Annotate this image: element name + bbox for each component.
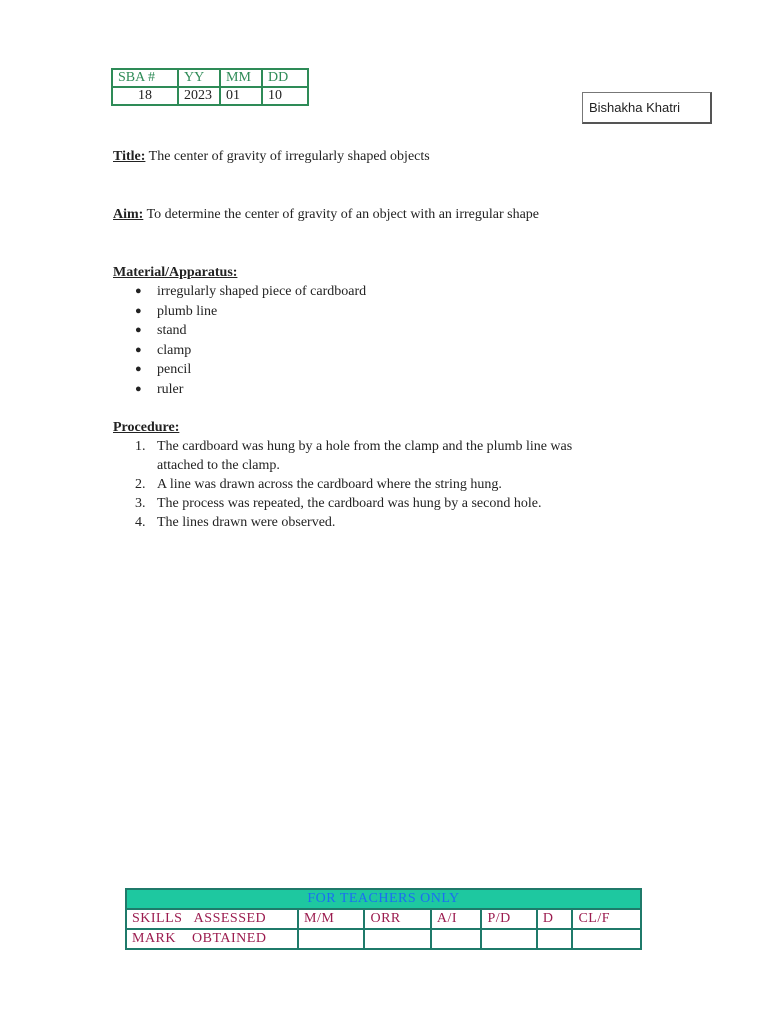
sba-value-cell: 18 — [112, 87, 178, 105]
list-item — [113, 513, 673, 532]
mark-cell[interactable] — [537, 929, 573, 949]
title-label: Title: — [113, 149, 146, 164]
materials-label: Material/Apparatus: — [113, 265, 238, 280]
skills-assessed-label: SKILLS ASSESSED — [126, 909, 298, 929]
title-text: The center of gravity of irregularly shaped objects — [145, 149, 430, 164]
mark-cell[interactable] — [431, 929, 482, 949]
list-item — [113, 321, 366, 341]
list-item — [113, 494, 673, 513]
aim-line — [113, 205, 539, 224]
materials-heading — [113, 263, 237, 282]
list-item — [113, 360, 366, 380]
step-number: 3. — [135, 496, 146, 511]
step-text-line: attached to the clamp. — [157, 458, 280, 473]
step-text-line: A line was drawn across the cardboard where the string hung. — [157, 477, 502, 492]
mark-cell[interactable] — [364, 929, 430, 949]
material-item: irregularly shaped piece of cardboard — [157, 284, 367, 299]
sba-header-cell: MM — [220, 69, 262, 87]
step-text-line: The lines drawn were observed. — [157, 515, 336, 530]
skill-header-cell: ORR — [364, 909, 430, 929]
step-number: 4. — [135, 515, 146, 530]
title-line — [113, 147, 430, 166]
aim-text: To determine the center of gravity of an object with an irregular shape — [143, 207, 539, 222]
step-number: 2. — [135, 477, 146, 492]
procedure-label: Procedure: — [113, 420, 180, 435]
list-item — [113, 341, 366, 361]
step-text-line: The process was repeated, the cardboard was hung by a second hole. — [157, 496, 542, 511]
material-item: ruler — [157, 381, 184, 397]
skill-header-cell: P/D — [481, 909, 536, 929]
skill-header-cell: A/I — [431, 909, 482, 929]
material-item: pencil — [157, 362, 192, 377]
sba-header-cell: DD — [262, 69, 308, 87]
sba-header-row — [112, 69, 308, 87]
skill-header-cell: M/M — [298, 909, 364, 929]
sba-table — [111, 68, 309, 106]
sba-value-cell: 10 — [262, 87, 308, 105]
material-item: stand — [157, 323, 187, 338]
sba-value-cell: 01 — [220, 87, 262, 105]
aim-label: Aim: — [113, 207, 144, 222]
list-item — [113, 475, 673, 494]
teachers-banner-row — [126, 889, 641, 909]
procedure-list — [113, 437, 673, 532]
step-number: 1. — [135, 439, 146, 454]
sba-header-cell: YY — [178, 69, 220, 87]
bullet-icon: ● — [135, 324, 142, 336]
mark-cell[interactable] — [481, 929, 536, 949]
mark-cell[interactable] — [572, 929, 641, 949]
list-item — [113, 437, 673, 475]
sba-header-cell: SBA # — [112, 69, 178, 87]
mark-obtained-label: MARK OBTAINED — [126, 929, 298, 949]
material-item: plumb line — [157, 303, 218, 319]
skill-header-cell: CL/F — [572, 909, 641, 929]
student-name-box: Bishakha Khatri — [582, 92, 712, 124]
list-item — [113, 380, 366, 400]
list-item — [113, 302, 366, 322]
mark-cell[interactable] — [298, 929, 364, 949]
bullet-icon: ● — [135, 304, 142, 317]
bullet-icon: ● — [135, 363, 142, 375]
step-text-line: The cardboard was hung by a hole from the clamp and the plumb line was — [157, 439, 573, 454]
skills-row — [126, 909, 641, 929]
sba-value-cell: 2023 — [178, 87, 220, 105]
skill-header-cell: D — [537, 909, 573, 929]
bullet-icon: ● — [135, 285, 142, 297]
procedure-heading — [113, 418, 179, 437]
materials-list — [113, 282, 366, 399]
bullet-icon: ● — [135, 382, 142, 395]
marks-row — [126, 929, 641, 949]
sba-value-row — [112, 87, 308, 105]
teachers-assessment-table — [125, 888, 642, 950]
bullet-icon: ● — [135, 343, 142, 356]
teachers-banner: FOR TEACHERS ONLY — [126, 889, 641, 909]
material-item: clamp — [157, 342, 192, 358]
list-item — [113, 282, 366, 302]
